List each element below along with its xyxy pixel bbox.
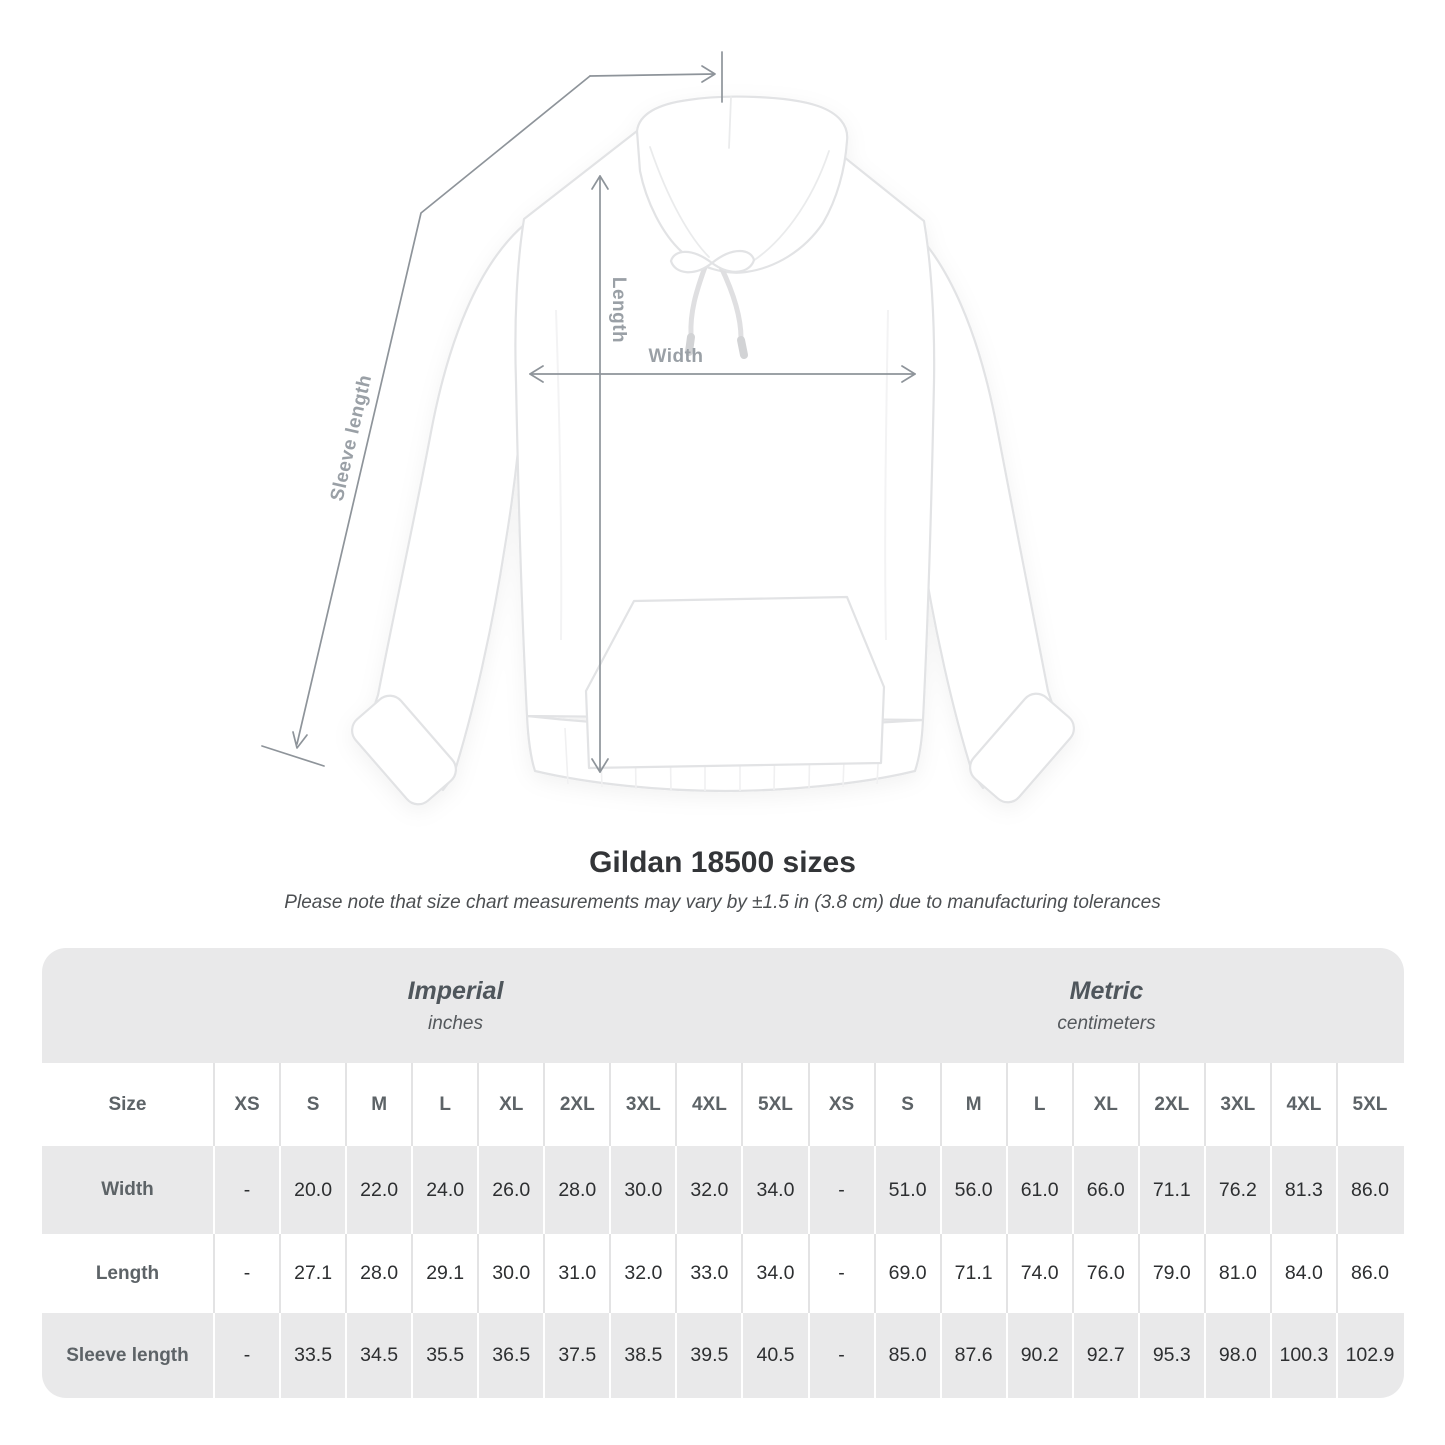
- metric-value-cell: -: [810, 1313, 876, 1398]
- imperial-value-cell: 33.0: [677, 1234, 743, 1313]
- imperial-value-cell: 30.0: [611, 1146, 677, 1234]
- metric-value-cell: 51.0: [876, 1146, 942, 1234]
- metric-size-col-header: XS: [810, 1063, 876, 1146]
- metric-size-col-header: 5XL: [1338, 1063, 1404, 1146]
- imperial-unit: inches: [428, 1012, 483, 1034]
- metric-size-col-header: S: [876, 1063, 942, 1146]
- metric-value-cell: 66.0: [1074, 1146, 1140, 1234]
- metric-value-cell: 69.0: [876, 1234, 942, 1313]
- imperial-value-cell: 35.5: [413, 1313, 479, 1398]
- sleeve-measure-label: Sleeve length: [326, 372, 377, 504]
- metric-value-cell: 71.1: [942, 1234, 1008, 1313]
- metric-value-cell: 86.0: [1338, 1146, 1404, 1234]
- metric-value-cell: 87.6: [942, 1313, 1008, 1398]
- imperial-value-cell: 29.1: [413, 1234, 479, 1313]
- imperial-size-col-header: L: [413, 1063, 479, 1146]
- size-header-label: Size: [42, 1063, 215, 1146]
- imperial-size-col-header: 3XL: [611, 1063, 677, 1146]
- metric-value-cell: 79.0: [1140, 1234, 1206, 1313]
- metric-size-col-header: M: [942, 1063, 1008, 1146]
- imperial-size-col-header: XL: [479, 1063, 545, 1146]
- imperial-size-col-header: XS: [215, 1063, 281, 1146]
- page-title: Gildan 18500 sizes: [589, 846, 856, 879]
- metric-value-cell: 84.0: [1272, 1234, 1338, 1313]
- metric-group-header: [809, 948, 1404, 1063]
- metric-size-col-header: L: [1008, 1063, 1074, 1146]
- metric-value-cell: 95.3: [1140, 1313, 1206, 1398]
- imperial-value-cell: 37.5: [545, 1313, 611, 1398]
- imperial-value-cell: 34.5: [347, 1313, 413, 1398]
- measurement-row-label: Sleeve length: [42, 1313, 215, 1398]
- size-table-card: [42, 948, 1404, 1398]
- metric-value-cell: 92.7: [1074, 1313, 1140, 1398]
- imperial-value-cell: 36.5: [479, 1313, 545, 1398]
- imperial-value-cell: 38.5: [611, 1313, 677, 1398]
- imperial-title: Imperial: [407, 976, 504, 1005]
- imperial-size-col-header: 2XL: [545, 1063, 611, 1146]
- metric-unit: centimeters: [1057, 1012, 1156, 1034]
- imperial-value-cell: 27.1: [281, 1234, 347, 1313]
- metric-value-cell: 61.0: [1008, 1146, 1074, 1234]
- metric-value-cell: 98.0: [1206, 1313, 1272, 1398]
- metric-value-cell: 85.0: [876, 1313, 942, 1398]
- imperial-size-col-header: 5XL: [743, 1063, 809, 1146]
- imperial-value-cell: 40.5: [743, 1313, 809, 1398]
- metric-value-cell: 81.3: [1272, 1146, 1338, 1234]
- imperial-value-cell: 24.0: [413, 1146, 479, 1234]
- metric-title: Metric: [1069, 976, 1144, 1005]
- imperial-value-cell: 33.5: [281, 1313, 347, 1398]
- tolerance-note: Please note that size chart measurements may vary by ±1.5 in (3.8 cm) due to manufacturing tolerances: [284, 892, 1161, 913]
- imperial-size-col-header: M: [347, 1063, 413, 1146]
- imperial-value-cell: 28.0: [347, 1234, 413, 1313]
- imperial-value-cell: 28.0: [545, 1146, 611, 1234]
- unit-group-band: [42, 948, 1404, 1063]
- metric-value-cell: 76.2: [1206, 1146, 1272, 1234]
- metric-value-cell: 86.0: [1338, 1234, 1404, 1313]
- sleeve-arrow-horizontal: [590, 74, 714, 76]
- metric-value-cell: 81.0: [1206, 1234, 1272, 1313]
- metric-value-cell: 56.0: [942, 1146, 1008, 1234]
- sleeve-bottom-tick: [262, 746, 324, 766]
- metric-size-col-header: 3XL: [1206, 1063, 1272, 1146]
- metric-value-cell: 100.3: [1272, 1313, 1338, 1398]
- metric-value-cell: 74.0: [1008, 1234, 1074, 1313]
- measurement-row-label: Length: [42, 1234, 215, 1313]
- imperial-value-cell: 34.0: [743, 1234, 809, 1313]
- metric-value-cell: -: [810, 1234, 876, 1313]
- measurement-row-label: Width: [42, 1146, 215, 1234]
- imperial-size-col-header: S: [281, 1063, 347, 1146]
- hoodie-pocket: [586, 597, 884, 768]
- imperial-value-cell: 31.0: [545, 1234, 611, 1313]
- imperial-value-cell: 32.0: [677, 1146, 743, 1234]
- metric-value-cell: 102.9: [1338, 1313, 1404, 1398]
- width-measure-label: Width: [648, 346, 704, 367]
- hoodie-illustration: [346, 97, 1080, 811]
- metric-value-cell: 90.2: [1008, 1313, 1074, 1398]
- imperial-value-cell: 22.0: [347, 1146, 413, 1234]
- imperial-value-cell: 39.5: [677, 1313, 743, 1398]
- imperial-value-cell: 26.0: [479, 1146, 545, 1234]
- imperial-value-cell: -: [215, 1313, 281, 1398]
- metric-value-cell: 71.1: [1140, 1146, 1206, 1234]
- imperial-size-col-header: 4XL: [677, 1063, 743, 1146]
- size-table-grid: [42, 1063, 1404, 1398]
- length-measure-label: Length: [608, 276, 629, 344]
- metric-size-col-header: XL: [1074, 1063, 1140, 1146]
- imperial-value-cell: -: [215, 1146, 281, 1234]
- metric-value-cell: -: [810, 1146, 876, 1234]
- imperial-value-cell: 34.0: [743, 1146, 809, 1234]
- imperial-value-cell: 32.0: [611, 1234, 677, 1313]
- metric-size-col-header: 4XL: [1272, 1063, 1338, 1146]
- imperial-value-cell: -: [215, 1234, 281, 1313]
- imperial-value-cell: 30.0: [479, 1234, 545, 1313]
- imperial-value-cell: 20.0: [281, 1146, 347, 1234]
- imperial-group-header: [42, 948, 809, 1063]
- metric-value-cell: 76.0: [1074, 1234, 1140, 1313]
- metric-size-col-header: 2XL: [1140, 1063, 1206, 1146]
